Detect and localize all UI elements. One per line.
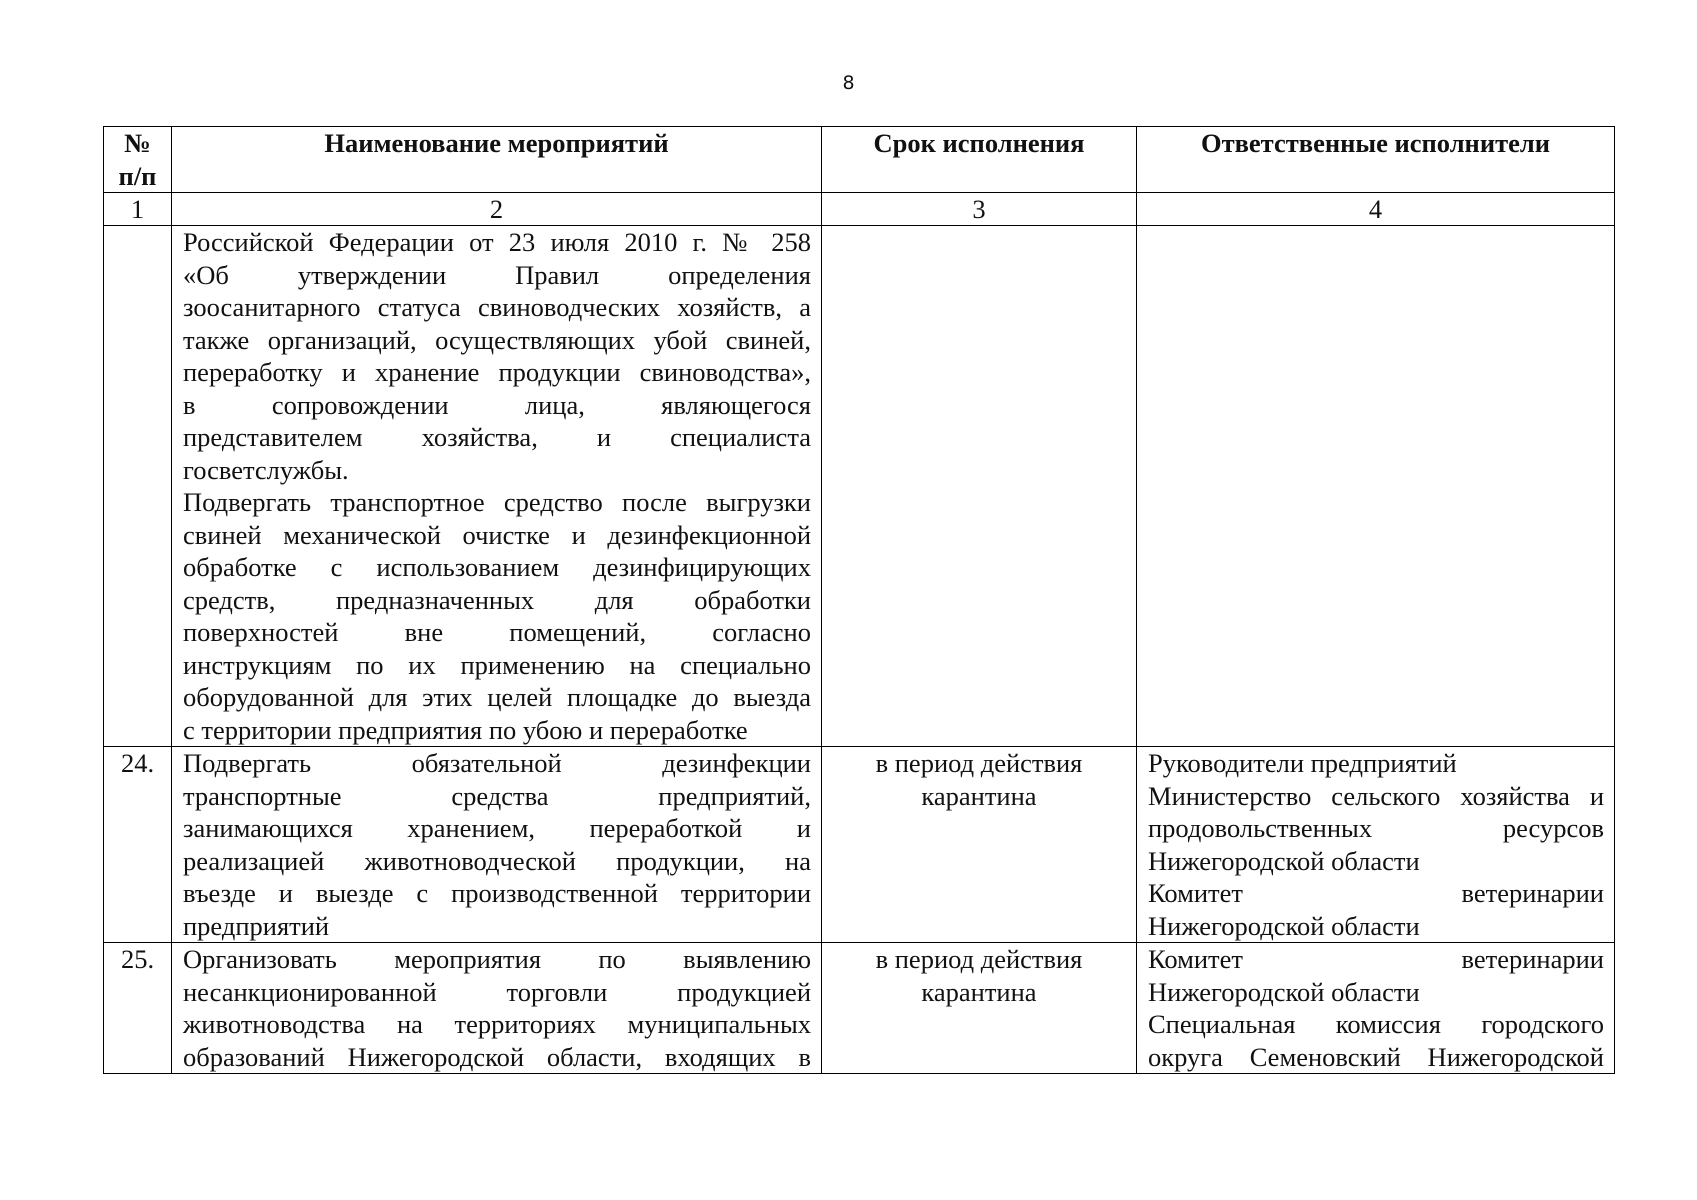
measure-description-line: средств, предназначенных для обработки xyxy=(183,584,811,615)
header-num xyxy=(104,127,172,193)
measure-description-line: инструкциям по их применению на специально xyxy=(183,649,811,680)
measures-table xyxy=(103,126,1615,1074)
measure-description xyxy=(172,747,822,943)
measure-description-line: в сопровождении лица, являющегося xyxy=(183,389,811,420)
column-number-row xyxy=(104,193,1615,226)
responsible-executors xyxy=(1137,943,1615,1074)
measure-description-line: образований Нижегородской области, входящих в xyxy=(183,1041,811,1072)
measure-description-line: зоосанитарного статуса свиноводческих хозяйств, а xyxy=(183,292,811,322)
deadline-line: карантина xyxy=(921,976,1037,1007)
column-number-4: 4 xyxy=(1137,193,1615,226)
measure-description-line: занимающихся хранением, переработкой и xyxy=(183,813,811,843)
measure-description xyxy=(172,226,822,747)
responsible-executors xyxy=(1137,226,1615,747)
column-number-2: 2 xyxy=(172,193,822,226)
table-row xyxy=(104,226,1615,747)
measure-description-line: Российской Федерации от 23 июля 2010 г. № 258 xyxy=(183,227,811,257)
table-rows xyxy=(104,226,1615,1074)
measure-description-line: транспортные средства предприятий, xyxy=(183,780,811,811)
table-row xyxy=(104,747,1615,943)
measure-description xyxy=(172,943,822,1074)
measure-description-line: реализацией животноводческой продукции, на xyxy=(183,845,811,876)
deadline-line: в период действия xyxy=(875,944,1083,974)
row-number: 24. xyxy=(104,747,172,943)
measure-description-line: въезде и выезде с производственной территории xyxy=(183,878,811,908)
responsible-executors xyxy=(1137,747,1615,943)
responsible-executors-line: Руководители предприятий xyxy=(1148,748,1457,778)
measure-description-line: Организовать мероприятия по выявлению xyxy=(183,944,811,974)
deadline-line: карантина xyxy=(921,780,1037,811)
header-deadline: Срок исполнения xyxy=(822,127,1137,193)
column-number-3: 3 xyxy=(822,193,1137,226)
table-header-row xyxy=(104,127,1615,193)
header-num-line-2: п/п xyxy=(118,160,157,191)
responsible-executors-line: Министерство сельского хозяйства и xyxy=(1148,780,1604,811)
row-number xyxy=(104,226,172,747)
header-name: Наименование мероприятий xyxy=(172,127,822,193)
measure-description-line: «Об утверждении Правил определения xyxy=(183,259,811,290)
measure-description-line: Подвергать транспортное средство после выгрузки xyxy=(183,487,811,517)
measure-description-line: оборудованной для этих целей площадке до выезда xyxy=(183,682,811,712)
measure-description-line: предприятий xyxy=(183,910,330,941)
measure-description-line: переработку и хранение продукции свиноводства», xyxy=(183,357,811,387)
measure-description-line: свиней механической очистке и дезинфекционной xyxy=(183,519,811,550)
responsible-executors-line: округа Семеновский Нижегородской xyxy=(1148,1041,1604,1072)
deadline xyxy=(822,226,1137,747)
measure-description-line: представителем хозяйства, и специалиста xyxy=(183,422,811,452)
measure-description-line: обработке с использованием дезинфицирующих xyxy=(183,552,811,582)
measure-description-line: Подвергать обязательной дезинфекции xyxy=(183,748,811,778)
deadline xyxy=(822,943,1137,1074)
row-number: 25. xyxy=(104,943,172,1074)
responsible-executors-line: Комитет ветеринарии xyxy=(1148,878,1604,908)
responsible-executors-line: Нижегородской области xyxy=(1148,976,1420,1007)
responsible-executors-line: Нижегородской области xyxy=(1148,910,1420,941)
measure-description-line: с территории предприятия по убою и переработке xyxy=(183,714,748,745)
measure-description-line: также организаций, осуществляющих убой свиней, xyxy=(183,324,811,355)
header-num-line-1: № xyxy=(124,128,151,158)
responsible-executors-line: Специальная комиссия городского xyxy=(1148,1009,1604,1039)
measure-description-line: поверхностей вне помещений, согласно xyxy=(183,617,811,647)
responsible-executors-line: Нижегородской области xyxy=(1148,845,1420,876)
deadline-line: в период действия xyxy=(875,748,1083,778)
table-row xyxy=(104,943,1615,1074)
measure-description-line: госветслужбы. xyxy=(183,454,349,485)
deadline xyxy=(822,747,1137,943)
column-number-1: 1 xyxy=(104,193,172,226)
page-number: 8 xyxy=(842,72,855,94)
header-responsible: Ответственные исполнители xyxy=(1137,127,1615,193)
responsible-executors-line: Комитет ветеринарии xyxy=(1148,944,1604,974)
responsible-executors-line: продовольственных ресурсов xyxy=(1148,813,1604,843)
measure-description-line: животноводства на территориях муниципальных xyxy=(183,1009,811,1039)
measure-description-line: несанкционированной торговли продукцией xyxy=(183,976,811,1007)
